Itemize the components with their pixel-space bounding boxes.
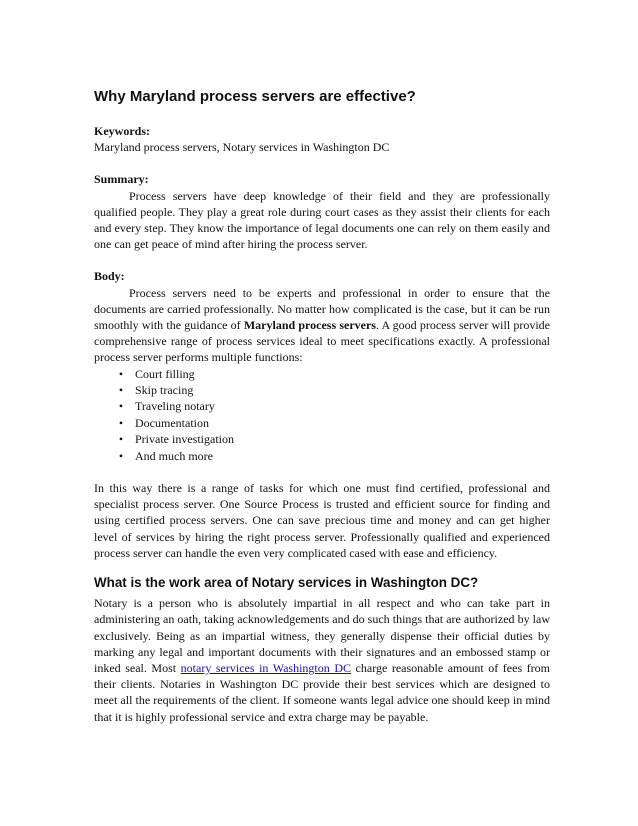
keywords-section <box>94 123 550 155</box>
functions-list <box>94 366 550 464</box>
notary-services-link[interactable]: notary services in Washington DC <box>180 660 351 675</box>
document-page <box>94 88 550 725</box>
body-paragraph-2: In this way there is a range of tasks for which one must find certified, professional and specialist process server. One Source Process is trusted and efficient source for finding and using certified process servers. One can save precious time and money and can get higher level of services by hiring the right process server. Professionally qualified and experienced process server can handle the even very complicated cased with ease and efficiency. <box>94 481 550 560</box>
body-section <box>94 268 550 561</box>
bullet-icon: • <box>118 432 124 447</box>
bullet-icon: • <box>118 415 124 430</box>
bullet-icon: • <box>118 383 124 398</box>
list-item: • Private investigation <box>94 431 550 447</box>
keywords-text: Maryland process servers, Notary services in Washington DC <box>94 140 390 155</box>
body-label: Body: <box>94 269 125 284</box>
summary-label: Summary: <box>94 172 149 187</box>
keywords-label: Keywords: <box>94 124 150 138</box>
bullet-icon: • <box>118 399 124 414</box>
list-item: • And much more <box>94 448 550 464</box>
body-paragraph-1-start: Process servers need to be experts and professional in order to ensure that the documents are carried professionally. No matter how complicated is the case, but it can be run smoothly with the guidance of <box>94 285 550 333</box>
section-2-heading: What is the work area of Notary services in Washington DC? <box>94 575 479 591</box>
document-title: Why Maryland process servers are effective? <box>94 88 416 105</box>
summary-text: Process servers have deep knowledge of their field and they are professionally qualified people. They play a great role during court cases as they assist their clients for each and every step. They know the importance of legal documents one can rely on them easily and one can get peace of mind after hiring the process server. <box>94 188 550 252</box>
list-item: • Documentation <box>94 415 550 431</box>
body-paragraph-1-end: . A good process server will provide comprehensive range of process services ideal to meet specifications exactly. A professional process server performs multiple functions: <box>94 318 550 365</box>
bullet-icon: • <box>118 448 124 463</box>
summary-section <box>94 171 550 252</box>
list-item: • Court filling <box>94 366 550 382</box>
section-2-text-start: Notary is a person who is absolutely impartial in all respect and who can take part in administering an oath, taking acknowledgements and do such things that are authorized by law exclusively. Being as an impartial witness, they generally dispense their official duties by marking any legal and important documents with their signatures and an embossed stamp or inked seal. Most <box>94 596 550 675</box>
bullet-icon: • <box>118 366 124 381</box>
section-2-text-end: charge reasonable amount of fees from their clients. Notaries in Washington DC provide their best services which are designed to meet all the requirements of the client. If someone wants legal advice one should keep in mind that it is highly professional service and extra charge may be payable. <box>94 660 550 724</box>
section-2-paragraph <box>94 595 550 725</box>
body-keyword-bold: Maryland process servers <box>243 318 376 333</box>
body-paragraph-1 <box>94 285 550 366</box>
list-item: • Traveling notary <box>94 398 550 414</box>
list-item: • Skip tracing <box>94 382 550 398</box>
